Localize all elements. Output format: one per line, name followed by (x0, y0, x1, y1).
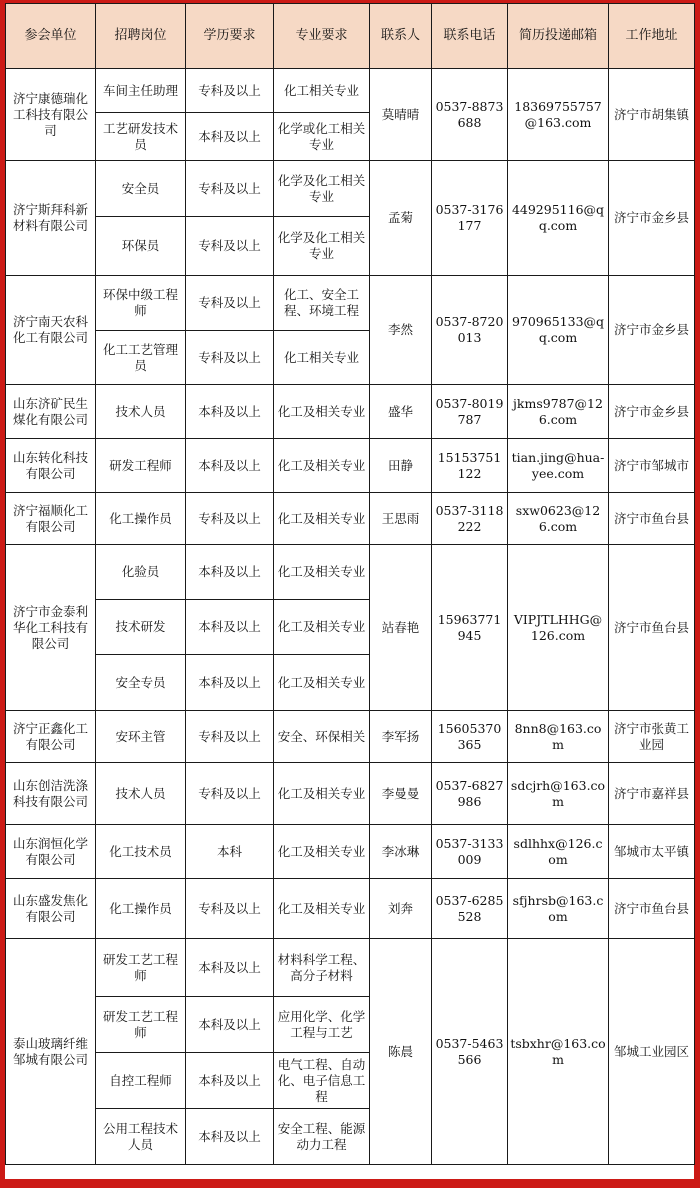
major-cell: 化学或化工相关专业 (274, 113, 370, 161)
education-cell: 专科及以上 (186, 161, 274, 217)
email-cell[interactable]: sdlhhx@126.com (508, 825, 609, 879)
table-row (6, 545, 695, 600)
contact-cell: 站春艳 (370, 545, 432, 711)
table-row (6, 493, 695, 545)
email-cell[interactable]: jkms9787@126.com (508, 385, 609, 439)
education-cell: 本科及以上 (186, 1053, 274, 1109)
address-cell: 济宁市金乡县 (609, 276, 695, 385)
contact-cell: 陈晨 (370, 939, 432, 1165)
position-cell: 工艺研发技术员 (96, 113, 186, 161)
table-row (6, 161, 695, 217)
phone-cell: 0537-8019787 (432, 385, 508, 439)
address-cell: 邹城工业园区 (609, 939, 695, 1165)
position-cell: 化工操作员 (96, 493, 186, 545)
education-cell: 本科及以上 (186, 545, 274, 600)
email-cell[interactable]: sdcjrh@163.com (508, 763, 609, 825)
table-row (6, 763, 695, 825)
position-cell: 安全专员 (96, 655, 186, 711)
table-row (6, 711, 695, 763)
recruitment-table (5, 3, 695, 1165)
education-cell: 专科及以上 (186, 711, 274, 763)
education-cell: 本科及以上 (186, 655, 274, 711)
major-cell: 化学及化工相关专业 (274, 161, 370, 217)
company-cell: 山东济矿民生煤化有限公司 (6, 385, 96, 439)
contact-cell: 孟菊 (370, 161, 432, 276)
position-cell: 技术人员 (96, 763, 186, 825)
position-cell: 技术研发 (96, 600, 186, 655)
major-cell: 应用化学、化学工程与工艺 (274, 997, 370, 1053)
education-cell: 本科及以上 (186, 385, 274, 439)
contact-cell: 李军扬 (370, 711, 432, 763)
address-cell: 济宁市胡集镇 (609, 69, 695, 161)
phone-cell: 0537-3118222 (432, 493, 508, 545)
company-cell: 山东润恒化学有限公司 (6, 825, 96, 879)
education-cell: 专科及以上 (186, 276, 274, 331)
phone-cell: 0537-8720013 (432, 276, 508, 385)
education-cell: 专科及以上 (186, 217, 274, 276)
company-cell: 济宁斯拜科新材料有限公司 (6, 161, 96, 276)
header-education: 学历要求 (186, 4, 274, 69)
email-cell[interactable]: sfjhrsb@163.com (508, 879, 609, 939)
header-email: 简历投递邮箱 (508, 4, 609, 69)
position-cell: 环保员 (96, 217, 186, 276)
email-cell[interactable]: VIPJTLHHG@126.com (508, 545, 609, 711)
education-cell: 专科及以上 (186, 331, 274, 385)
position-cell: 研发工艺工程师 (96, 939, 186, 997)
major-cell: 安全工程、能源动力工程 (274, 1109, 370, 1165)
phone-cell: 0537-5463566 (432, 939, 508, 1165)
header-position: 招聘岗位 (96, 4, 186, 69)
company-cell: 山东盛发焦化有限公司 (6, 879, 96, 939)
recruitment-table-frame (5, 3, 694, 1179)
phone-cell: 0537-6285528 (432, 879, 508, 939)
phone-cell: 15153751122 (432, 439, 508, 493)
address-cell: 济宁市鱼台县 (609, 545, 695, 711)
company-cell: 济宁康德瑞化工科技有限公司 (6, 69, 96, 161)
phone-cell: 15963771945 (432, 545, 508, 711)
table-row (6, 825, 695, 879)
header-company: 参会单位 (6, 4, 96, 69)
address-cell: 济宁市邹城市 (609, 439, 695, 493)
position-cell: 研发工程师 (96, 439, 186, 493)
email-cell[interactable]: 18369755757@163.com (508, 69, 609, 161)
position-cell: 化验员 (96, 545, 186, 600)
address-cell: 济宁市嘉祥县 (609, 763, 695, 825)
table-row (6, 439, 695, 493)
email-cell[interactable]: tian.jing@hua-yee.com (508, 439, 609, 493)
table-row (6, 276, 695, 331)
address-cell: 济宁市金乡县 (609, 385, 695, 439)
major-cell: 化工相关专业 (274, 69, 370, 113)
header-address: 工作地址 (609, 4, 695, 69)
table-row (6, 385, 695, 439)
education-cell: 本科及以上 (186, 939, 274, 997)
position-cell: 化工工艺管理员 (96, 331, 186, 385)
email-cell[interactable]: 8nn8@163.com (508, 711, 609, 763)
position-cell: 环保中级工程师 (96, 276, 186, 331)
major-cell: 化工及相关专业 (274, 825, 370, 879)
address-cell: 邹城市太平镇 (609, 825, 695, 879)
major-cell: 电气工程、自动化、电子信息工程 (274, 1053, 370, 1109)
major-cell: 化学及化工相关专业 (274, 217, 370, 276)
education-cell: 专科及以上 (186, 493, 274, 545)
position-cell: 研发工艺工程师 (96, 997, 186, 1053)
phone-cell: 0537-6827986 (432, 763, 508, 825)
education-cell: 本科及以上 (186, 600, 274, 655)
major-cell: 化工及相关专业 (274, 385, 370, 439)
position-cell: 自控工程师 (96, 1053, 186, 1109)
address-cell: 济宁市金乡县 (609, 161, 695, 276)
contact-cell: 盛华 (370, 385, 432, 439)
position-cell: 安环主管 (96, 711, 186, 763)
major-cell: 化工及相关专业 (274, 655, 370, 711)
position-cell: 安全员 (96, 161, 186, 217)
company-cell: 济宁福顺化工有限公司 (6, 493, 96, 545)
major-cell: 化工及相关专业 (274, 439, 370, 493)
major-cell: 化工相关专业 (274, 331, 370, 385)
header-major: 专业要求 (274, 4, 370, 69)
position-cell: 化工操作员 (96, 879, 186, 939)
position-cell: 车间主任助理 (96, 69, 186, 113)
education-cell: 专科及以上 (186, 763, 274, 825)
header-contact: 联系人 (370, 4, 432, 69)
major-cell: 化工及相关专业 (274, 600, 370, 655)
major-cell: 化工、安全工程、环境工程 (274, 276, 370, 331)
position-cell: 技术人员 (96, 385, 186, 439)
email-cell[interactable]: 449295116@qq.com (508, 161, 609, 276)
phone-cell: 0537-3133009 (432, 825, 508, 879)
company-cell: 泰山玻璃纤维邹城有限公司 (6, 939, 96, 1165)
address-cell: 济宁市鱼台县 (609, 879, 695, 939)
email-cell[interactable]: tsbxhr@163.com (508, 939, 609, 1165)
email-cell[interactable]: 970965133@qq.com (508, 276, 609, 385)
company-cell: 济宁南天农科化工有限公司 (6, 276, 96, 385)
contact-cell: 刘奔 (370, 879, 432, 939)
phone-cell: 15605370365 (432, 711, 508, 763)
position-cell: 公用工程技术人员 (96, 1109, 186, 1165)
education-cell: 本科 (186, 825, 274, 879)
address-cell: 济宁市张黄工业园 (609, 711, 695, 763)
phone-cell: 0537-8873688 (432, 69, 508, 161)
education-cell: 专科及以上 (186, 879, 274, 939)
contact-cell: 田静 (370, 439, 432, 493)
header-phone: 联系电话 (432, 4, 508, 69)
education-cell: 本科及以上 (186, 439, 274, 493)
education-cell: 本科及以上 (186, 1109, 274, 1165)
contact-cell: 王思雨 (370, 493, 432, 545)
major-cell: 化工及相关专业 (274, 879, 370, 939)
email-cell[interactable]: sxw0623@126.com (508, 493, 609, 545)
table-row (6, 879, 695, 939)
major-cell: 材料科学工程、高分子材料 (274, 939, 370, 997)
major-cell: 化工及相关专业 (274, 545, 370, 600)
address-cell: 济宁市鱼台县 (609, 493, 695, 545)
position-cell: 化工技术员 (96, 825, 186, 879)
bottom-border-strip (0, 1179, 700, 1188)
company-cell: 山东转化科技有限公司 (6, 439, 96, 493)
table-row (6, 69, 695, 113)
contact-cell: 莫晴晴 (370, 69, 432, 161)
table-header-row (6, 4, 695, 69)
company-cell: 济宁市金泰利华化工科技有限公司 (6, 545, 96, 711)
major-cell: 化工及相关专业 (274, 763, 370, 825)
company-cell: 山东创洁洗涤科技有限公司 (6, 763, 96, 825)
company-cell: 济宁正鑫化工有限公司 (6, 711, 96, 763)
contact-cell: 李冰琳 (370, 825, 432, 879)
education-cell: 本科及以上 (186, 997, 274, 1053)
education-cell: 专科及以上 (186, 69, 274, 113)
phone-cell: 0537-3176177 (432, 161, 508, 276)
contact-cell: 李曼曼 (370, 763, 432, 825)
table-row (6, 939, 695, 997)
contact-cell: 李然 (370, 276, 432, 385)
education-cell: 本科及以上 (186, 113, 274, 161)
major-cell: 安全、环保相关 (274, 711, 370, 763)
major-cell: 化工及相关专业 (274, 493, 370, 545)
